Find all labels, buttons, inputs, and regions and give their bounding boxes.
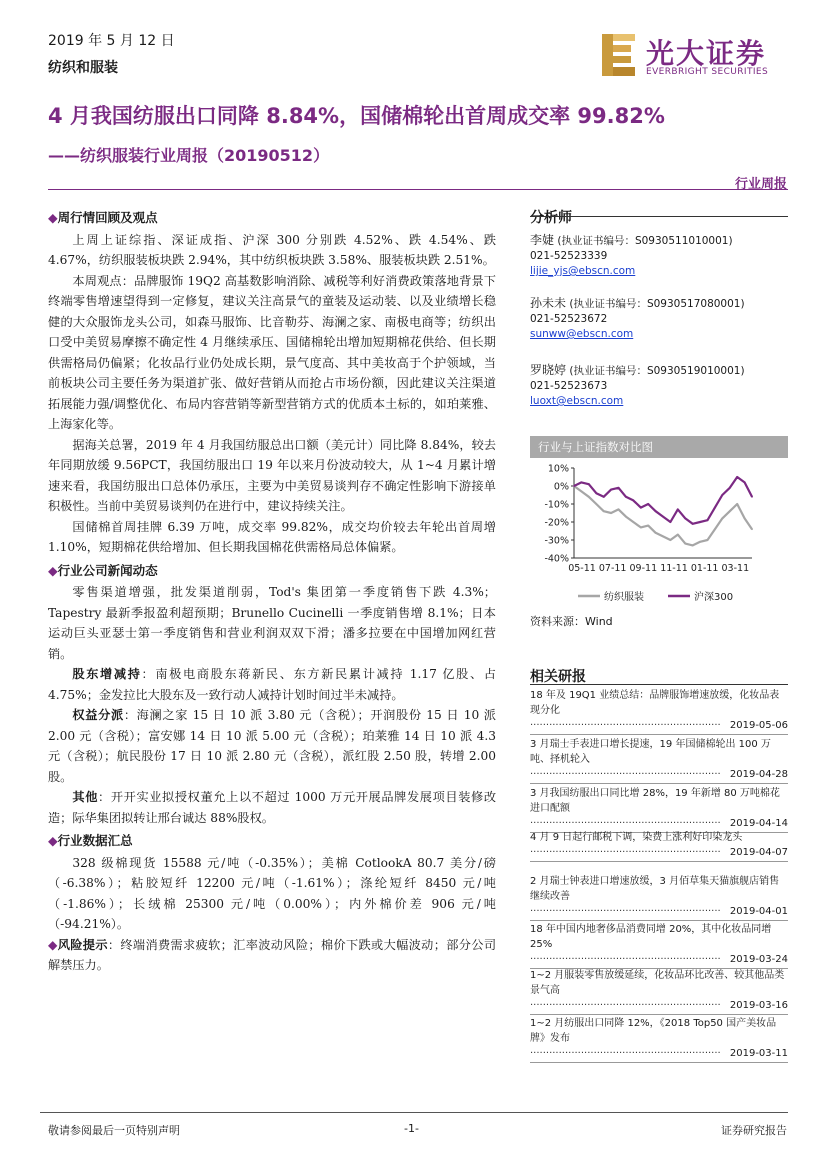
related-report-item[interactable] (530, 922, 788, 969)
chart-source: 资料来源：Wind (530, 615, 613, 628)
related-report-date: 2019-05-06 (729, 720, 788, 731)
logo-text-en: EVERBRIGHT SECURITIES (646, 67, 769, 77)
series-0-point (595, 503, 597, 505)
series-0-point (632, 521, 634, 523)
series-1-point (707, 519, 709, 521)
section-heading-weekly: ◆周行情回顾及观点 (48, 210, 158, 225)
related-divider (530, 684, 788, 685)
related-report-title: 3 月我国纺服出口同比增 28%，19 年新增 80 万吨棉花进口配额 (530, 788, 780, 814)
legend-label-0: 纺织服装 (604, 592, 644, 603)
paragraph: 其他：开开实业拟授权董允上以不超过 1000 万元开展品牌发展项目装修改造；际华集团拟转让邢台诚达 88%股权。 (48, 790, 497, 825)
series-0-point (618, 509, 620, 511)
analyst-cert: (执业证书编号：S0930517080001) (569, 298, 745, 310)
related-report-date: 2019-04-28 (729, 769, 788, 780)
dot-leader: ···························································· (530, 1048, 721, 1059)
diamond-bullet-icon: ◆ (48, 210, 58, 225)
related-item-divider (530, 920, 788, 921)
dot-leader: ···························································· (530, 720, 721, 731)
analyst-email-link[interactable]: sunww@ebscn.com (530, 328, 634, 340)
related-report-item[interactable] (530, 737, 788, 784)
series-1-point (744, 482, 746, 484)
analyst-name: 罗晓婷 (530, 363, 567, 377)
x-tick-label: 03-11 (721, 563, 750, 574)
series-1-point (729, 487, 731, 489)
related-report-item[interactable] (530, 786, 788, 833)
footer-report-label: 证券研究报告 (721, 1124, 787, 1137)
series-1-point (625, 496, 627, 498)
dot-leader: ···························································· (530, 818, 721, 829)
paragraph: 上周上证综指、深证成指、沪深 300 分别跌 4.52%、跌 4.54%、跌 4.67%，纺织服装板块跌 2.94%，其中纺织板块跌 3.58%、服装板块跌 2.51%。 (48, 232, 496, 267)
series-1-point (714, 507, 716, 509)
paragraph-label: 风险提示 (57, 937, 108, 952)
logo-text-cn: 光大证券 (646, 37, 767, 70)
related-report-date-row (530, 904, 788, 919)
company-logo (602, 32, 782, 80)
paragraph: 据海关总署，2019 年 4 月我国纺服总出口额（美元计）同比降 8.84%，较去年同期放缓 9.56PCT，我国纺服出口 19 年以来月份波动较大，从 1~4 月累计增速来看，我国纺服出口总体仍承压，主要为中美贸易谈判存不确定性影响下游接单积极性。当前中美贸易谈判仍在进行中，建议持续关注。 (48, 437, 496, 513)
series-1-point (632, 500, 634, 502)
series-1-point (721, 494, 723, 496)
diamond-bullet-icon: ◆ (48, 833, 58, 848)
related-report-date: 2019-04-01 (729, 906, 788, 917)
series-1-point (699, 521, 701, 523)
series-0-point (751, 528, 753, 530)
x-tick-label: 07-11 (598, 563, 627, 574)
analyst-phone: 021-52523673 (530, 380, 608, 392)
series-0-point (647, 525, 649, 527)
analyst-name: 李婕 (530, 233, 555, 247)
y-tick-label: 10% (547, 463, 569, 475)
industry-name: 纺织和服装 (48, 60, 118, 76)
related-report-item[interactable] (530, 874, 788, 921)
paragraph: 328 级棉现货 15588 元/吨（-0.35%）；美棉 CotlookA 80.7 美分/磅（-6.38%）；粘胶短纤 12200 元/吨（-1.61%）；涤纶短纤 8450 元/吨（-1.86%）；长绒棉 25300 元/吨（0.00%）；内外棉价差 906 元/吨（-94.21%）。 (48, 855, 496, 931)
x-tick-label: 05-11 (568, 563, 596, 574)
related-report-date-row (530, 1046, 788, 1061)
series-0-point (677, 534, 679, 536)
related-report-date-row (530, 845, 788, 860)
series-0-point (625, 516, 627, 518)
series-0-point (744, 518, 746, 520)
footer-divider (40, 1112, 788, 1113)
related-report-title: 4 月 9 日起行邮税下调，染费上涨利好印染龙头 (530, 832, 743, 843)
analyst-card (530, 233, 788, 279)
paragraph: ◆风险提示：终端消费需求疲软；汇率波动风险；棉价下跌或大幅波动；部分公司解禁压力。 (48, 937, 497, 972)
related-report-date: 2019-04-14 (729, 818, 788, 829)
related-report-title: 1~2 月服装零售放缓延续，化妆品环比改善、较其他品类景气高 (530, 970, 785, 996)
series-1-point (670, 521, 672, 523)
analyst-cert: (执业证书编号：S0930519010001) (569, 365, 745, 377)
related-report-date-row (530, 816, 788, 831)
paragraph: 国储棉首周挂牌 6.39 万吨，成交率 99.82%，成交均价较去年轮出首周增 1.10%，短期棉花供给增加、但长期我国棉花供需格局总体偏紧。 (48, 519, 496, 554)
analyst-heading: 分析师 (530, 210, 572, 226)
series-0-point (736, 503, 738, 505)
y-tick-label: -30% (544, 535, 569, 547)
x-tick-label: 01-11 (690, 563, 719, 574)
series-1-point (640, 507, 642, 509)
paragraph: 股东增减持：南极电商股东蒋新民、东方新民累计减持 1.17 亿股、占 4.75%；金发拉比大股东及一致行动人减持计划时间过半未减持。 (48, 667, 496, 702)
related-item-divider (530, 734, 788, 735)
report-date: 2019 年 5 月 12 日 (48, 33, 175, 49)
analyst-name: 孙未未 (530, 296, 567, 310)
analyst-cert: (执业证书编号：S0930511010001) (557, 235, 733, 247)
series-1-point (677, 509, 679, 511)
analyst-card (530, 363, 788, 409)
series-1-point (751, 496, 753, 498)
diamond-bullet-icon: ◆ (48, 562, 58, 578)
series-0-point (684, 543, 686, 545)
analyst-phone: 021-52523339 (530, 250, 608, 262)
x-tick-label: 11-11 (660, 563, 688, 574)
related-report-date-row (530, 767, 788, 782)
dot-leader: ···························································· (530, 906, 721, 917)
series-1-point (588, 483, 590, 485)
paragraph-label: 其他 (72, 790, 99, 804)
series-0-point (662, 536, 664, 538)
series-0-point (655, 532, 657, 534)
related-report-item[interactable] (530, 830, 788, 862)
series-0-point (581, 491, 583, 493)
series-1-point (662, 516, 664, 518)
series-1-point (603, 496, 605, 498)
dot-leader: ···························································· (530, 1000, 721, 1011)
diamond-bullet-icon: ◆ (48, 937, 58, 952)
series-1-point (684, 518, 686, 520)
report-subtitle: ——纺织服装行业周报（20190512） (48, 146, 330, 165)
series-1-point (618, 487, 620, 489)
related-report-date: 2019-03-16 (729, 1000, 788, 1011)
related-report-title: 1~2 月纺服出口同降 12%，《2018 Top50 国产美妆品牌》发布 (530, 1018, 777, 1044)
related-report-date-row (530, 718, 788, 733)
related-item-divider (530, 783, 788, 784)
series-0-point (692, 545, 694, 547)
paragraph-label: 股东增减持 (72, 667, 142, 681)
related-report-date-row (530, 998, 788, 1013)
header-divider (48, 189, 788, 190)
analyst-email-link[interactable]: luoxt@ebscn.com (530, 395, 624, 407)
x-tick-label: 09-11 (629, 563, 658, 574)
related-report-date: 2019-04-07 (729, 847, 788, 858)
related-item-divider (530, 1062, 788, 1063)
dot-leader: ···························································· (530, 769, 721, 780)
series-0-point (640, 527, 642, 529)
report-body (48, 205, 496, 976)
related-report-title: 18 年及 19Q1 业绩总结：品牌服饰增速放缓，化妆品表现分化 (530, 690, 780, 716)
legend-label-1: 沪深300 (694, 592, 734, 603)
series-0-point (588, 496, 590, 498)
related-report-item[interactable] (530, 968, 788, 1015)
section-heading-news: ◆行业公司新闻动态 (48, 562, 158, 578)
report-type: 行业周报 (734, 177, 787, 192)
y-tick-label: -40% (544, 553, 569, 565)
related-report-date: 2019-03-24 (729, 954, 788, 965)
related-report-date: 2019-03-11 (729, 1048, 788, 1059)
y-tick-label: -20% (544, 517, 569, 529)
related-item-divider (530, 1014, 788, 1015)
series-0-point (707, 539, 709, 541)
series-1-point (581, 482, 583, 484)
dot-leader: ···························································· (530, 954, 721, 965)
related-report-item[interactable] (530, 1016, 788, 1063)
related-report-item[interactable] (530, 688, 788, 735)
series-1-point (655, 510, 657, 512)
logo-mark-icon (602, 32, 642, 78)
section-heading-data: ◆行业数据汇总 (48, 833, 133, 848)
footer-disclaimer: 敬请参阅最后一页特别声明 (48, 1124, 180, 1137)
chart-title: 行业与上证指数对比图 (530, 436, 788, 458)
series-0-point (729, 510, 731, 512)
series-1-point (573, 485, 575, 487)
series-0-point (699, 541, 701, 543)
analyst-phone: 021-52523672 (530, 313, 608, 325)
series-1-point (647, 503, 649, 505)
related-report-title: 2 月瑞士钟表进口增速放缓，3 月佰草集天猫旗舰店销售继续改善 (530, 876, 780, 902)
series-0-point (610, 512, 612, 514)
comparison-chart (530, 460, 788, 612)
y-tick-label: 0% (553, 481, 569, 493)
series-0-point (603, 510, 605, 512)
related-report-title: 3 月瑞士手表进口增长提速，19 年国储棉轮出 100 万吨、择机轮入 (530, 739, 771, 765)
series-0-point (714, 528, 716, 530)
series-0-point (721, 518, 723, 520)
paragraph: 零售渠道增强，批发渠道削弱，Tod's 集团第一季度销售下跌 4.3%；Tapestry 最新季报盈利超预期；Brunello Cucinelli 一季度销售增 8.1%；日本运动巨头亚瑟士第一季度销售和营业利润双双下滑；潘多拉要在中国增加网红营销。 (48, 585, 496, 661)
analyst-card (530, 296, 788, 342)
page-number: -1- (404, 1122, 419, 1135)
series-1-point (692, 523, 694, 525)
related-heading: 相关研报 (530, 669, 586, 685)
series-1-point (610, 489, 612, 491)
dot-leader: ···························································· (530, 847, 721, 858)
related-item-divider (530, 861, 788, 862)
series-0-point (670, 539, 672, 541)
series-1-point (595, 492, 597, 494)
paragraph: 本周观点：品牌服饰 19Q2 高基数影响消除、减税等利好消费政策落地背景下终端零售增速望得到一定修复，建议关注高景气的童装及运动装、以及业绩增长稳健的大众服饰龙头公司，如森马服饰、比音勒芬、海澜之家、南极电商等；纺织出口受中美贸易摩擦不确定性 4 月继续承压、国储棉轮出增加短期棉花供给、但长期供需格局仍偏紧；化妆品行业仍处成长期，景气度高、其中美妆高于个护领域，当前板块公司主要任务为渠道扩张、做好营销从而抢占市场份额，因此建议关注渠道拓展能力强/调整优化、布局内容营销等新型营销方式的优质本土标的，如珀莱雅、上海家化等。 (48, 273, 496, 431)
series-1-point (736, 476, 738, 478)
analyst-email-link[interactable]: lijie_yjs@ebscn.com (530, 265, 636, 277)
analyst-divider (530, 216, 788, 217)
paragraph-label: 权益分派 (72, 708, 124, 722)
report-title: 4 月我国纺服出口同降 8.84%，国储棉轮出首周成交率 99.82% (48, 104, 665, 128)
related-report-date-row (530, 952, 788, 967)
related-report-title: 18 年中国内地奢侈品消费同增 20%，其中化妆品同增 25% (530, 924, 772, 950)
paragraph: 权益分派：海澜之家 15 日 10 派 3.80 元（含税）；开润股份 15 日 10 派 2.00 元（含税）；富安娜 14 日 10 派 5.00 元（含税）；珀莱雅 14 日 10 派 4.3 元（含税）；航民股份 17 日 10 派 2.80 元（含税），派红股 2.50 股，转增 2.00 股。 (48, 708, 496, 784)
y-tick-label: -10% (544, 499, 569, 511)
